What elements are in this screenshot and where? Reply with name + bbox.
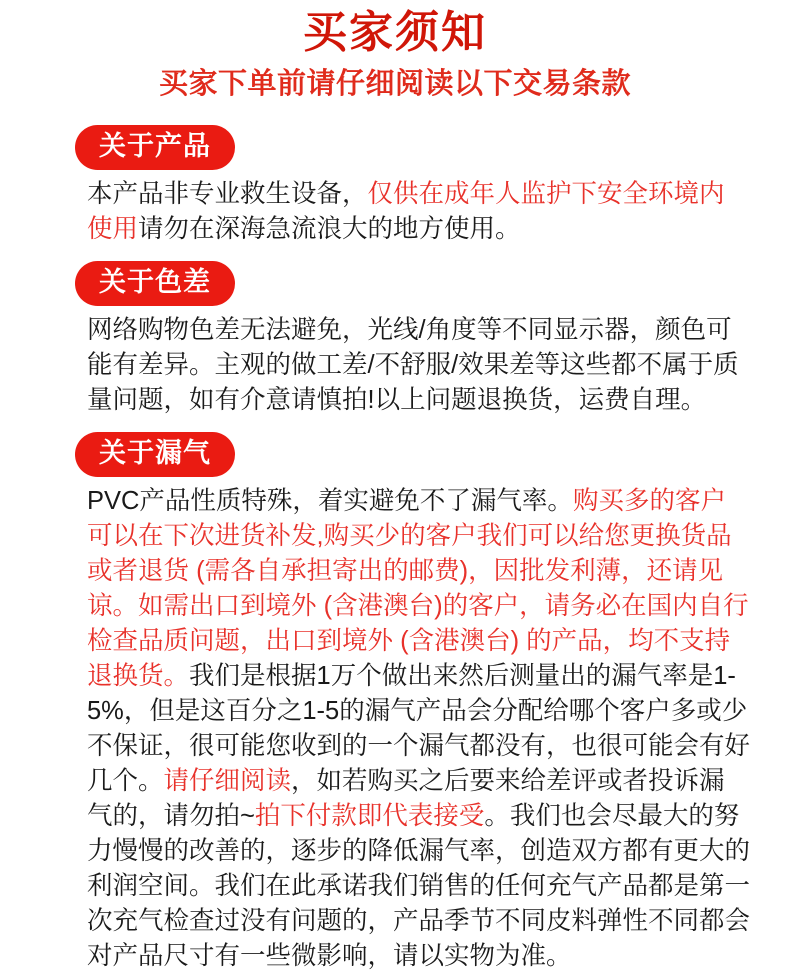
section-badge-about-air-leakage: 关于漏气 [75,432,235,477]
section-body-about-air-leakage [87,484,750,974]
text-run-normal: 网络购物色差无法避免，光线/角度等不同显示器，颜色可能有差异。主观的做工差/不舒服/效果差等这些都不属于质量问题，如有介意请慎拍!以上问题退换货，运费自理。 [87,316,739,415]
text-run-normal: 我们是根据1万个做出来然后测量出的漏气率是1-5%，但是这百分之1-5的漏气产品会分配给哪个客户多或少不保证，很可能您收到的一个漏气都没有，也很可能会有好几个。 [87,662,751,796]
text-run-normal: 本产品非专业救生设备， [87,180,368,209]
section-badge-about-color-difference: 关于色差 [75,261,235,306]
text-run-normal: 。我们也会尽最大的努力慢慢的改善的，逐步的降低漏气率，创造双方都有更大的利润空间。我们在此承诺我们销售的任何充气产品都是第一次充气检查过没有问题的，产品季节不同皮料弹性不同都会对产品尺寸有一些微影响，请以实物为准。 [87,802,751,971]
section-body-about-color-difference [87,313,750,418]
text-run-normal: ，如若购买之后要来给差评或者投诉漏气的，请勿拍~ [87,767,725,831]
text-run-normal: 请勿在深海急流浪大的地方使用。 [138,215,521,244]
section-body-about-product [87,177,750,247]
text-run-normal: PVC产品性质特殊，着实避免不了漏气率。 [87,487,573,516]
text-run-emphasis: 购买多的客户可以在下次进货补发,购买少的客户我们可以给您更换货品或者退货 (需各自承担寄出的邮费)，因批发利薄，还请见谅。如需出口到境外 (含港澳台)的客户，请务必在国内自行检查品质问题，出口到境外 (含港澳台) 的产品，均不支持退换货。 [87,487,749,691]
section-about-color-difference [75,261,750,418]
text-run-emphasis: 请仔细阅读 [163,767,292,796]
section-about-air-leakage [75,432,750,974]
page-header [0,0,790,103]
page-subtitle: 买家下单前请仔细阅读以下交易条款 [158,67,631,100]
page-title: 买家须知 [303,8,487,57]
notice-sections [0,125,790,974]
text-run-emphasis: 仅供在成年人监护下安全环境内使用 [87,180,725,244]
text-run-emphasis: 拍下付款即代表接受 [254,802,485,831]
section-badge-about-product: 关于产品 [75,125,235,170]
section-about-product [75,125,750,247]
